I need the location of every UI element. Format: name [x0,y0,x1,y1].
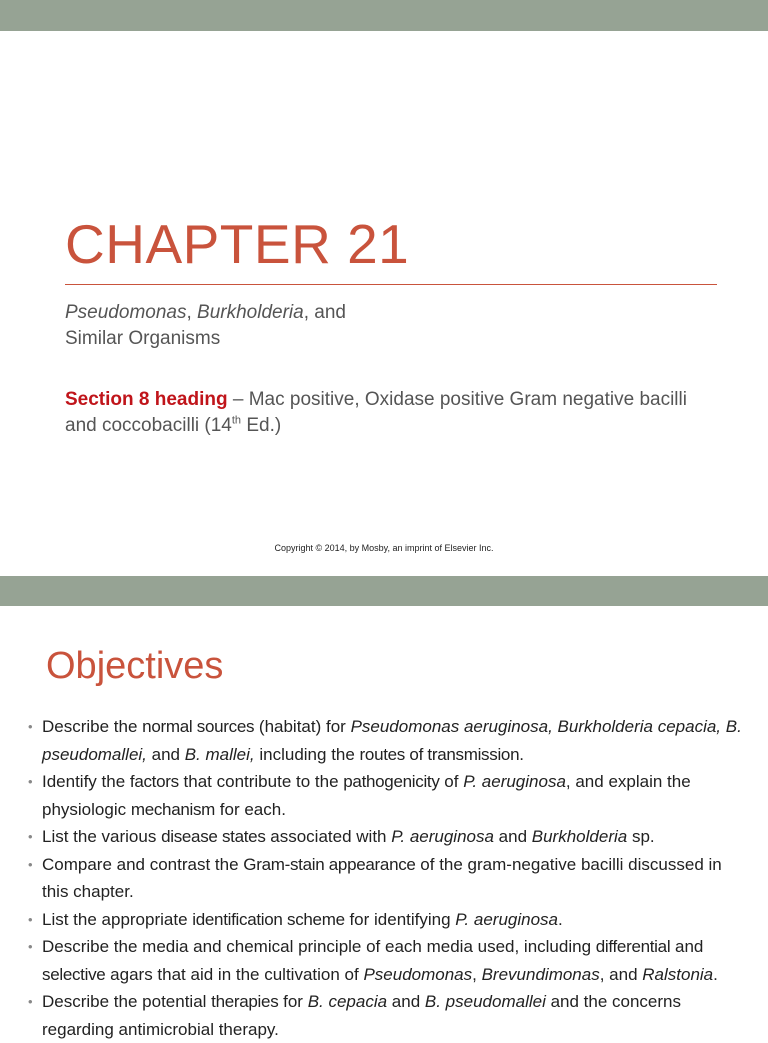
objective-text: Describe the media and chemical principle of each media used, including [42,937,596,956]
objective-organism: Pseudomonas [363,964,473,984]
objective-text: Describe the potential [42,992,212,1011]
objective-keyword: factors [129,772,179,791]
objective-text: List the various [42,827,162,846]
objective-text: . [519,744,524,764]
objective-text: and [387,992,425,1011]
objective-organism: Burkholderia [531,827,628,846]
objective-keyword: pathogenicity [343,772,440,791]
objective-organism: Ralstonia [642,964,714,984]
slide-separator-bar [0,576,768,606]
objective-text: and [493,827,532,846]
objective-organism: Pseudomonas aeruginosa, Burkholderia cepacia, B. pseudomallei, [42,717,742,764]
objectives-list [0,713,768,1043]
section-heading [65,387,705,439]
objective-item [0,906,768,934]
objective-text: (habitat) for [254,717,351,736]
section-heading-text: – Mac positive, Oxidase positive Gram negative bacilli and coccobacilli (14 [65,389,687,436]
section-heading-label: Section 8 heading [65,389,228,410]
objective-keyword: mechanism [130,799,216,819]
objective-organism: B. mallei, [184,744,255,764]
objective-keyword: identification scheme [192,909,345,929]
objective-text: Describe the [42,717,143,736]
objective-text: and the concerns regarding antimicrobial therapy. [42,992,682,1039]
objectives-title: Objectives [46,645,224,687]
subtitle-genus-pseudomonas: Pseudomonas [65,302,187,323]
chapter-subtitle [65,300,346,352]
objective-keyword: therapies [211,992,279,1011]
objective-item [0,823,768,851]
objective-text: Identify the [42,772,130,791]
objective-keyword: selective [42,964,106,984]
objective-text: List the appropriate [42,909,193,929]
objective-organism: B. pseudomallei [424,992,546,1011]
objective-text: that contribute to the [178,772,344,791]
objective-text: Compare and contrast the [42,854,244,874]
objective-text: including the [254,744,360,764]
objective-text: of the gram-negative bacilli discussed in this chapter. [42,854,722,901]
objective-text: for each. [215,799,286,819]
objective-keyword: disease states [161,827,266,846]
objective-text: sp. [627,827,655,846]
objective-item [0,713,768,768]
objective-item [0,988,768,1043]
objective-keyword: Gram-stain appearance [243,854,416,874]
slide-top-bar [0,0,768,31]
subtitle-separator: , [186,302,198,323]
subtitle-genus-burkholderia: Burkholderia [197,302,304,323]
objective-text: associated with [265,827,392,846]
title-divider [65,284,717,285]
objective-text: for identifying [344,909,456,929]
objective-text: , and explain the physiologic [42,772,691,819]
objective-organism: P. aeruginosa [463,772,566,791]
objective-organism: P. aeruginosa [391,827,494,846]
objective-text: and [670,937,704,956]
copyright-notice: Copyright © 2014, by Mosby, an imprint of Elsevier Inc. [274,543,494,553]
objective-item [0,933,768,988]
objective-organism: B. cepacia [307,992,388,1011]
edition-superscript: th [231,414,242,427]
objective-text: . [713,964,718,984]
objective-text: agars that aid in the cultivation of [105,964,364,984]
objective-organism: P. aeruginosa [455,909,558,929]
objective-text: , [472,964,482,984]
section-heading-tail: Ed.) [241,415,282,436]
chapter-title: CHAPTER 21 [65,213,410,275]
objective-item [0,768,768,823]
objective-text: and [146,744,185,764]
subtitle-line2: Similar Organisms [65,328,221,349]
objective-text: for [278,992,308,1011]
objective-organism: Brevundimonas [481,964,600,984]
objective-text: , and [599,964,643,984]
objective-item [0,851,768,906]
objective-keyword: differential [595,937,671,956]
objective-keyword: normal sources [142,717,255,736]
subtitle-separator: , and [303,302,346,323]
objective-text: . [558,909,563,929]
objective-text: of [439,772,464,791]
objective-keyword: routes of transmission [359,744,520,764]
